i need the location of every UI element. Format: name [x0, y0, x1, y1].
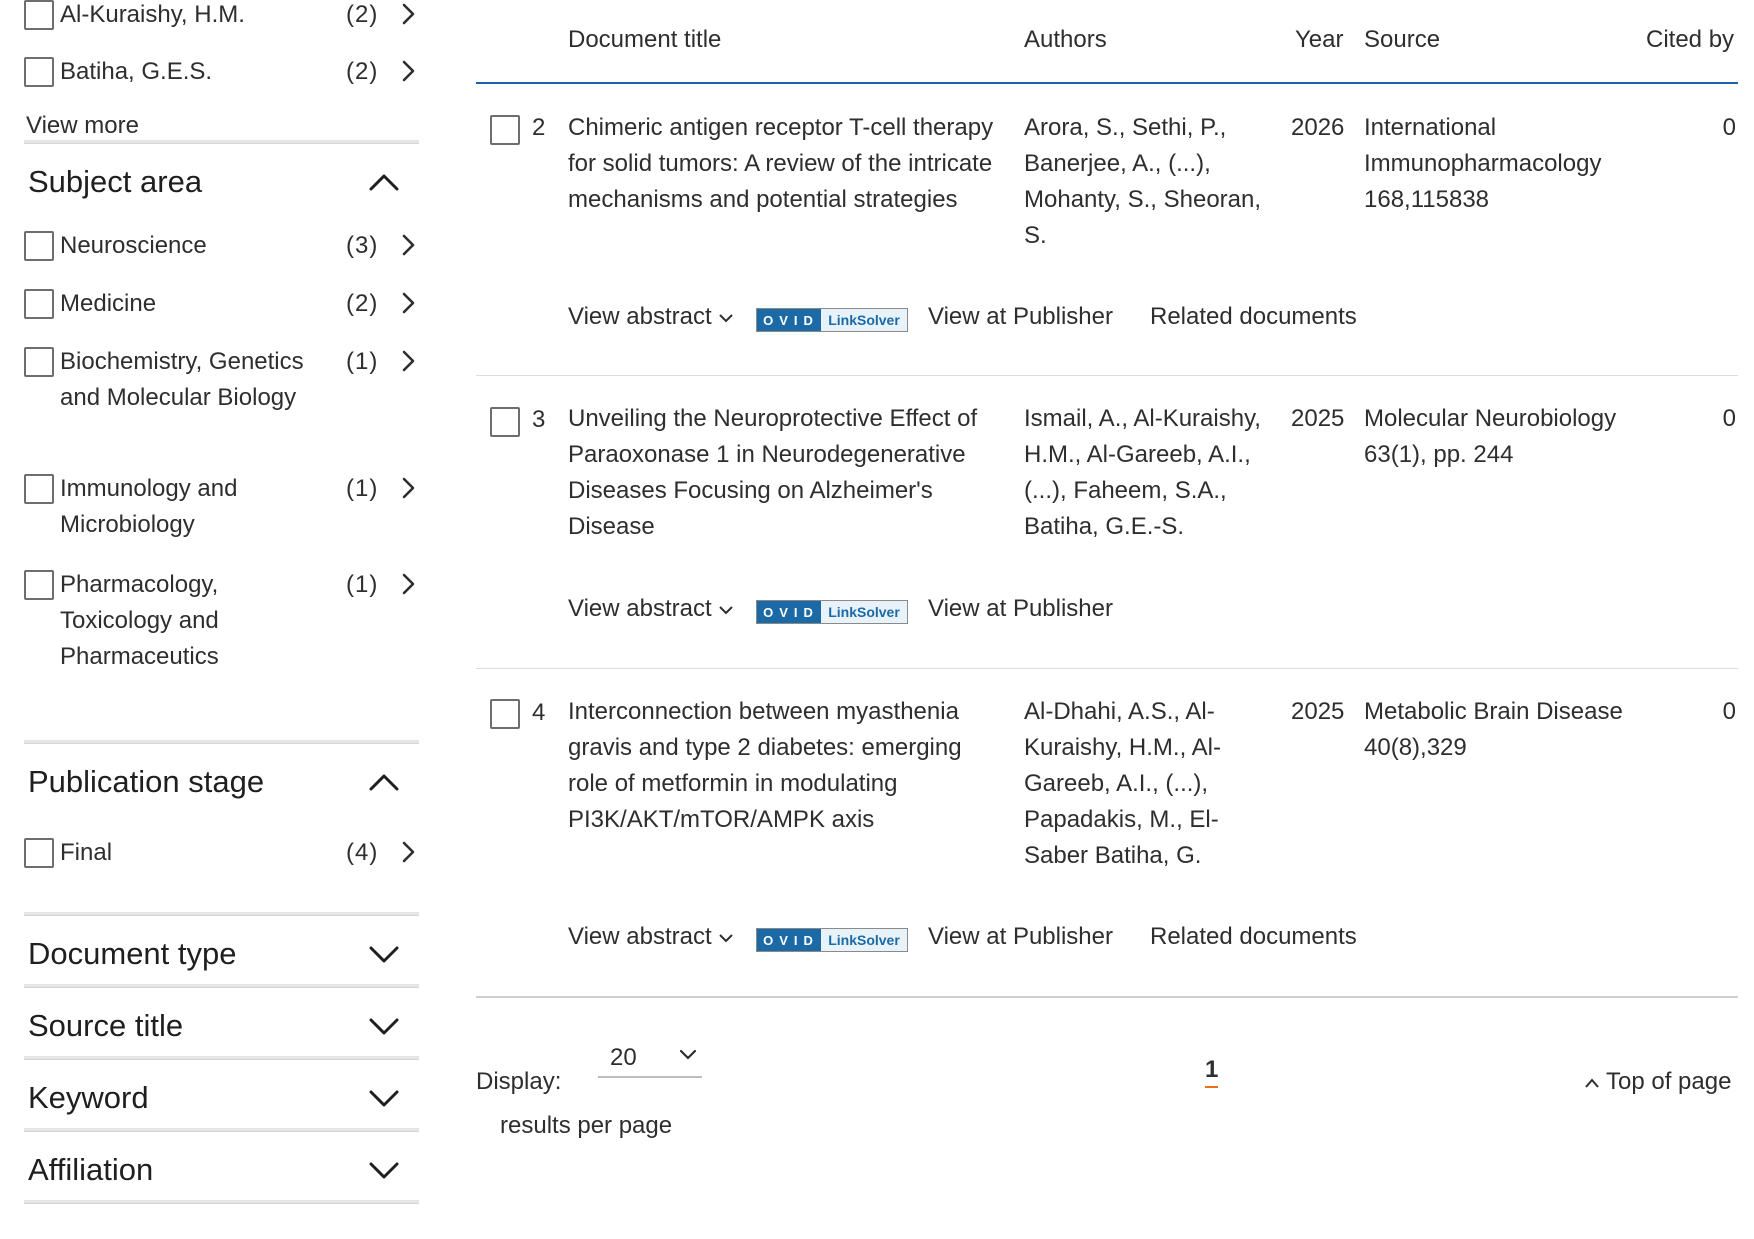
section-header-source-title[interactable]	[24, 1008, 419, 1052]
section-divider	[24, 1128, 419, 1132]
document-title-link[interactable]: Unveiling the Neuroprotective Effect of Paraoxonase 1 in Neurodegenerative Diseases Focusing on Alzheimer's Disease	[568, 405, 978, 540]
chevron-down-icon	[718, 932, 734, 944]
facet-label: Immunology and Microbiology	[60, 475, 238, 538]
facet-count: (2)	[346, 290, 379, 317]
section-title: Affiliation	[28, 1152, 154, 1187]
row-actions	[568, 303, 1728, 339]
row-checkbox[interactable]	[490, 407, 520, 437]
facet-count: (3)	[346, 232, 379, 259]
facet-checkbox[interactable]	[24, 570, 54, 600]
facet-count: (4)	[346, 839, 379, 866]
source-link[interactable]: Metabolic Brain Disease 40(8),329	[1364, 698, 1623, 761]
document-title-link[interactable]: Interconnection between myasthenia gravis and type 2 diabetes: emerging role of metformin in modulating PI3K/AKT/mTOR/AMPK axis	[568, 698, 962, 833]
source-link[interactable]: International Immunopharmacology 168,115838	[1364, 114, 1602, 213]
chevron-up-icon	[1584, 1077, 1600, 1089]
facet-checkbox[interactable]	[24, 0, 54, 30]
chevron-right-icon[interactable]	[394, 0, 422, 28]
facet-checkbox[interactable]	[24, 474, 54, 504]
column-header-authors[interactable]: Authors	[1024, 26, 1107, 53]
facet-label: Pharmacology, Toxicology and Pharmaceutics	[60, 571, 219, 670]
view-at-publisher-link[interactable]: View at Publisher	[928, 595, 1113, 622]
cited-by-count[interactable]: 0	[1722, 114, 1736, 141]
facet-label: Medicine	[60, 290, 157, 317]
section-divider	[24, 740, 419, 744]
chevron-right-icon[interactable]	[394, 289, 422, 317]
section-title: Publication stage	[28, 764, 265, 799]
authors-list[interactable]: Al-Dhahi, A.S., Al-Kuraishy, H.M., Al-Gareeb, A.I., (...), Papadakis, M., El-Saber Batiha, G.	[1024, 698, 1221, 869]
facet-label: Al-Kuraishy, H.M.	[60, 1, 245, 28]
section-header-affiliation[interactable]	[24, 1152, 419, 1196]
display-label: Display:	[476, 1068, 562, 1095]
chevron-down-icon[interactable]	[366, 1084, 402, 1112]
view-abstract-button[interactable]	[568, 303, 734, 331]
facet-count: (1)	[346, 475, 379, 502]
section-divider	[24, 140, 419, 144]
row-number: 2	[532, 114, 546, 141]
chevron-right-icon[interactable]	[394, 57, 422, 85]
chevron-down-icon	[678, 1048, 698, 1062]
page-number-current[interactable]: 1	[1205, 1056, 1219, 1083]
document-title-link[interactable]: Chimeric antigen receptor T-cell therapy for solid tumors: A review of the intricate mechanisms and potential strategies	[568, 114, 994, 213]
row-checkbox[interactable]	[490, 115, 520, 145]
linksolver-label: LinkSolver	[821, 309, 907, 331]
facet-count: (2)	[346, 1, 379, 28]
linksolver-label: LinkSolver	[821, 601, 907, 623]
chevron-down-icon	[718, 312, 734, 324]
top-of-page-label: Top of page	[1606, 1068, 1732, 1095]
facet-checkbox[interactable]	[24, 347, 54, 377]
header-divider	[476, 82, 1738, 84]
view-abstract-button[interactable]	[568, 595, 734, 623]
facet-checkbox[interactable]	[24, 838, 54, 868]
section-divider	[24, 984, 419, 988]
ovid-linksolver-button[interactable]	[756, 928, 908, 952]
facet-label: Biochemistry, Genetics and Molecular Biology	[60, 348, 304, 411]
cited-by-count[interactable]: 0	[1722, 405, 1736, 432]
view-at-publisher-link[interactable]: View at Publisher	[928, 303, 1113, 330]
chevron-down-icon[interactable]	[366, 1156, 402, 1184]
related-documents-link[interactable]: Related documents	[1150, 923, 1357, 950]
pagination-footer	[476, 1030, 1738, 1150]
cited-by-count[interactable]: 0	[1722, 698, 1736, 725]
row-number: 3	[532, 406, 546, 433]
view-abstract-label: View abstract	[568, 595, 712, 622]
top-of-page-link[interactable]	[1584, 1068, 1731, 1096]
view-more-link[interactable]: View more	[26, 112, 139, 139]
column-header-title[interactable]: Document title	[568, 26, 722, 53]
ovid-logo: OVID	[757, 601, 821, 623]
facet-label: Batiha, G.E.S.	[60, 58, 213, 85]
facet-count: (1)	[346, 348, 379, 375]
ovid-linksolver-button[interactable]	[756, 600, 908, 624]
chevron-right-icon[interactable]	[394, 347, 422, 375]
section-header-subject-area[interactable]	[24, 164, 419, 208]
row-divider	[476, 668, 1738, 669]
row-number: 4	[532, 699, 546, 726]
section-divider	[24, 1200, 419, 1204]
row-checkbox[interactable]	[490, 699, 520, 729]
related-documents-link[interactable]: Related documents	[1150, 303, 1357, 330]
chevron-up-icon[interactable]	[366, 768, 402, 796]
view-at-publisher-link[interactable]: View at Publisher	[928, 923, 1113, 950]
results-per-page-label: results per page	[500, 1112, 673, 1139]
section-title: Subject area	[28, 164, 203, 199]
row-actions	[568, 923, 1728, 959]
view-abstract-label: View abstract	[568, 303, 712, 330]
source-link[interactable]: Molecular Neurobiology 63(1), pp. 244	[1364, 405, 1617, 468]
facet-label: Final	[60, 839, 113, 866]
chevron-right-icon[interactable]	[394, 838, 422, 866]
linksolver-label: LinkSolver	[821, 929, 907, 951]
section-divider	[24, 1056, 419, 1060]
section-header-publication-stage[interactable]	[24, 764, 419, 808]
section-divider	[24, 912, 419, 916]
facet-checkbox[interactable]	[24, 57, 54, 87]
section-header-keyword[interactable]	[24, 1080, 419, 1124]
chevron-right-icon[interactable]	[394, 570, 422, 598]
year-value: 2025	[1291, 698, 1345, 725]
view-abstract-button[interactable]	[568, 923, 734, 951]
column-header-source[interactable]: Source	[1364, 26, 1441, 53]
results-per-page-select[interactable]	[598, 1040, 702, 1078]
row-actions	[568, 595, 1728, 631]
ovid-linksolver-button[interactable]	[756, 308, 908, 332]
table-bottom-divider	[476, 996, 1738, 998]
chevron-down-icon[interactable]	[366, 1012, 402, 1040]
authors-list[interactable]: Arora, S., Sethi, P., Banerjee, A., (...), Mohanty, S., Sheoran, S.	[1024, 114, 1262, 249]
facet-checkbox[interactable]	[24, 289, 54, 319]
year-value: 2025	[1291, 405, 1345, 432]
chevron-right-icon[interactable]	[394, 474, 422, 502]
section-title: Keyword	[28, 1080, 149, 1115]
facet-label: Neuroscience	[60, 232, 207, 259]
facet-count: (1)	[346, 571, 379, 598]
year-value: 2026	[1291, 114, 1345, 141]
facet-count: (2)	[346, 58, 379, 85]
column-header-year[interactable]: Year	[1295, 26, 1344, 53]
section-title: Document type	[28, 936, 237, 971]
column-header-cited-by[interactable]: Cited by	[1646, 26, 1735, 53]
results-per-page-value: 20	[610, 1044, 637, 1071]
row-divider	[476, 375, 1738, 376]
section-title: Source title	[28, 1008, 184, 1043]
chevron-up-icon[interactable]	[366, 168, 402, 196]
section-header-document-type[interactable]	[24, 936, 419, 980]
facet-checkbox[interactable]	[24, 231, 54, 261]
chevron-down-icon	[718, 604, 734, 616]
chevron-right-icon[interactable]	[394, 231, 422, 259]
ovid-logo: OVID	[757, 929, 821, 951]
ovid-logo: OVID	[757, 309, 821, 331]
chevron-down-icon[interactable]	[366, 940, 402, 968]
view-abstract-label: View abstract	[568, 923, 712, 950]
authors-list[interactable]: Ismail, A., Al-Kuraishy, H.M., Al-Gareeb, A.I., (...), Faheem, S.A., Batiha, G.E.-S.	[1024, 405, 1261, 540]
